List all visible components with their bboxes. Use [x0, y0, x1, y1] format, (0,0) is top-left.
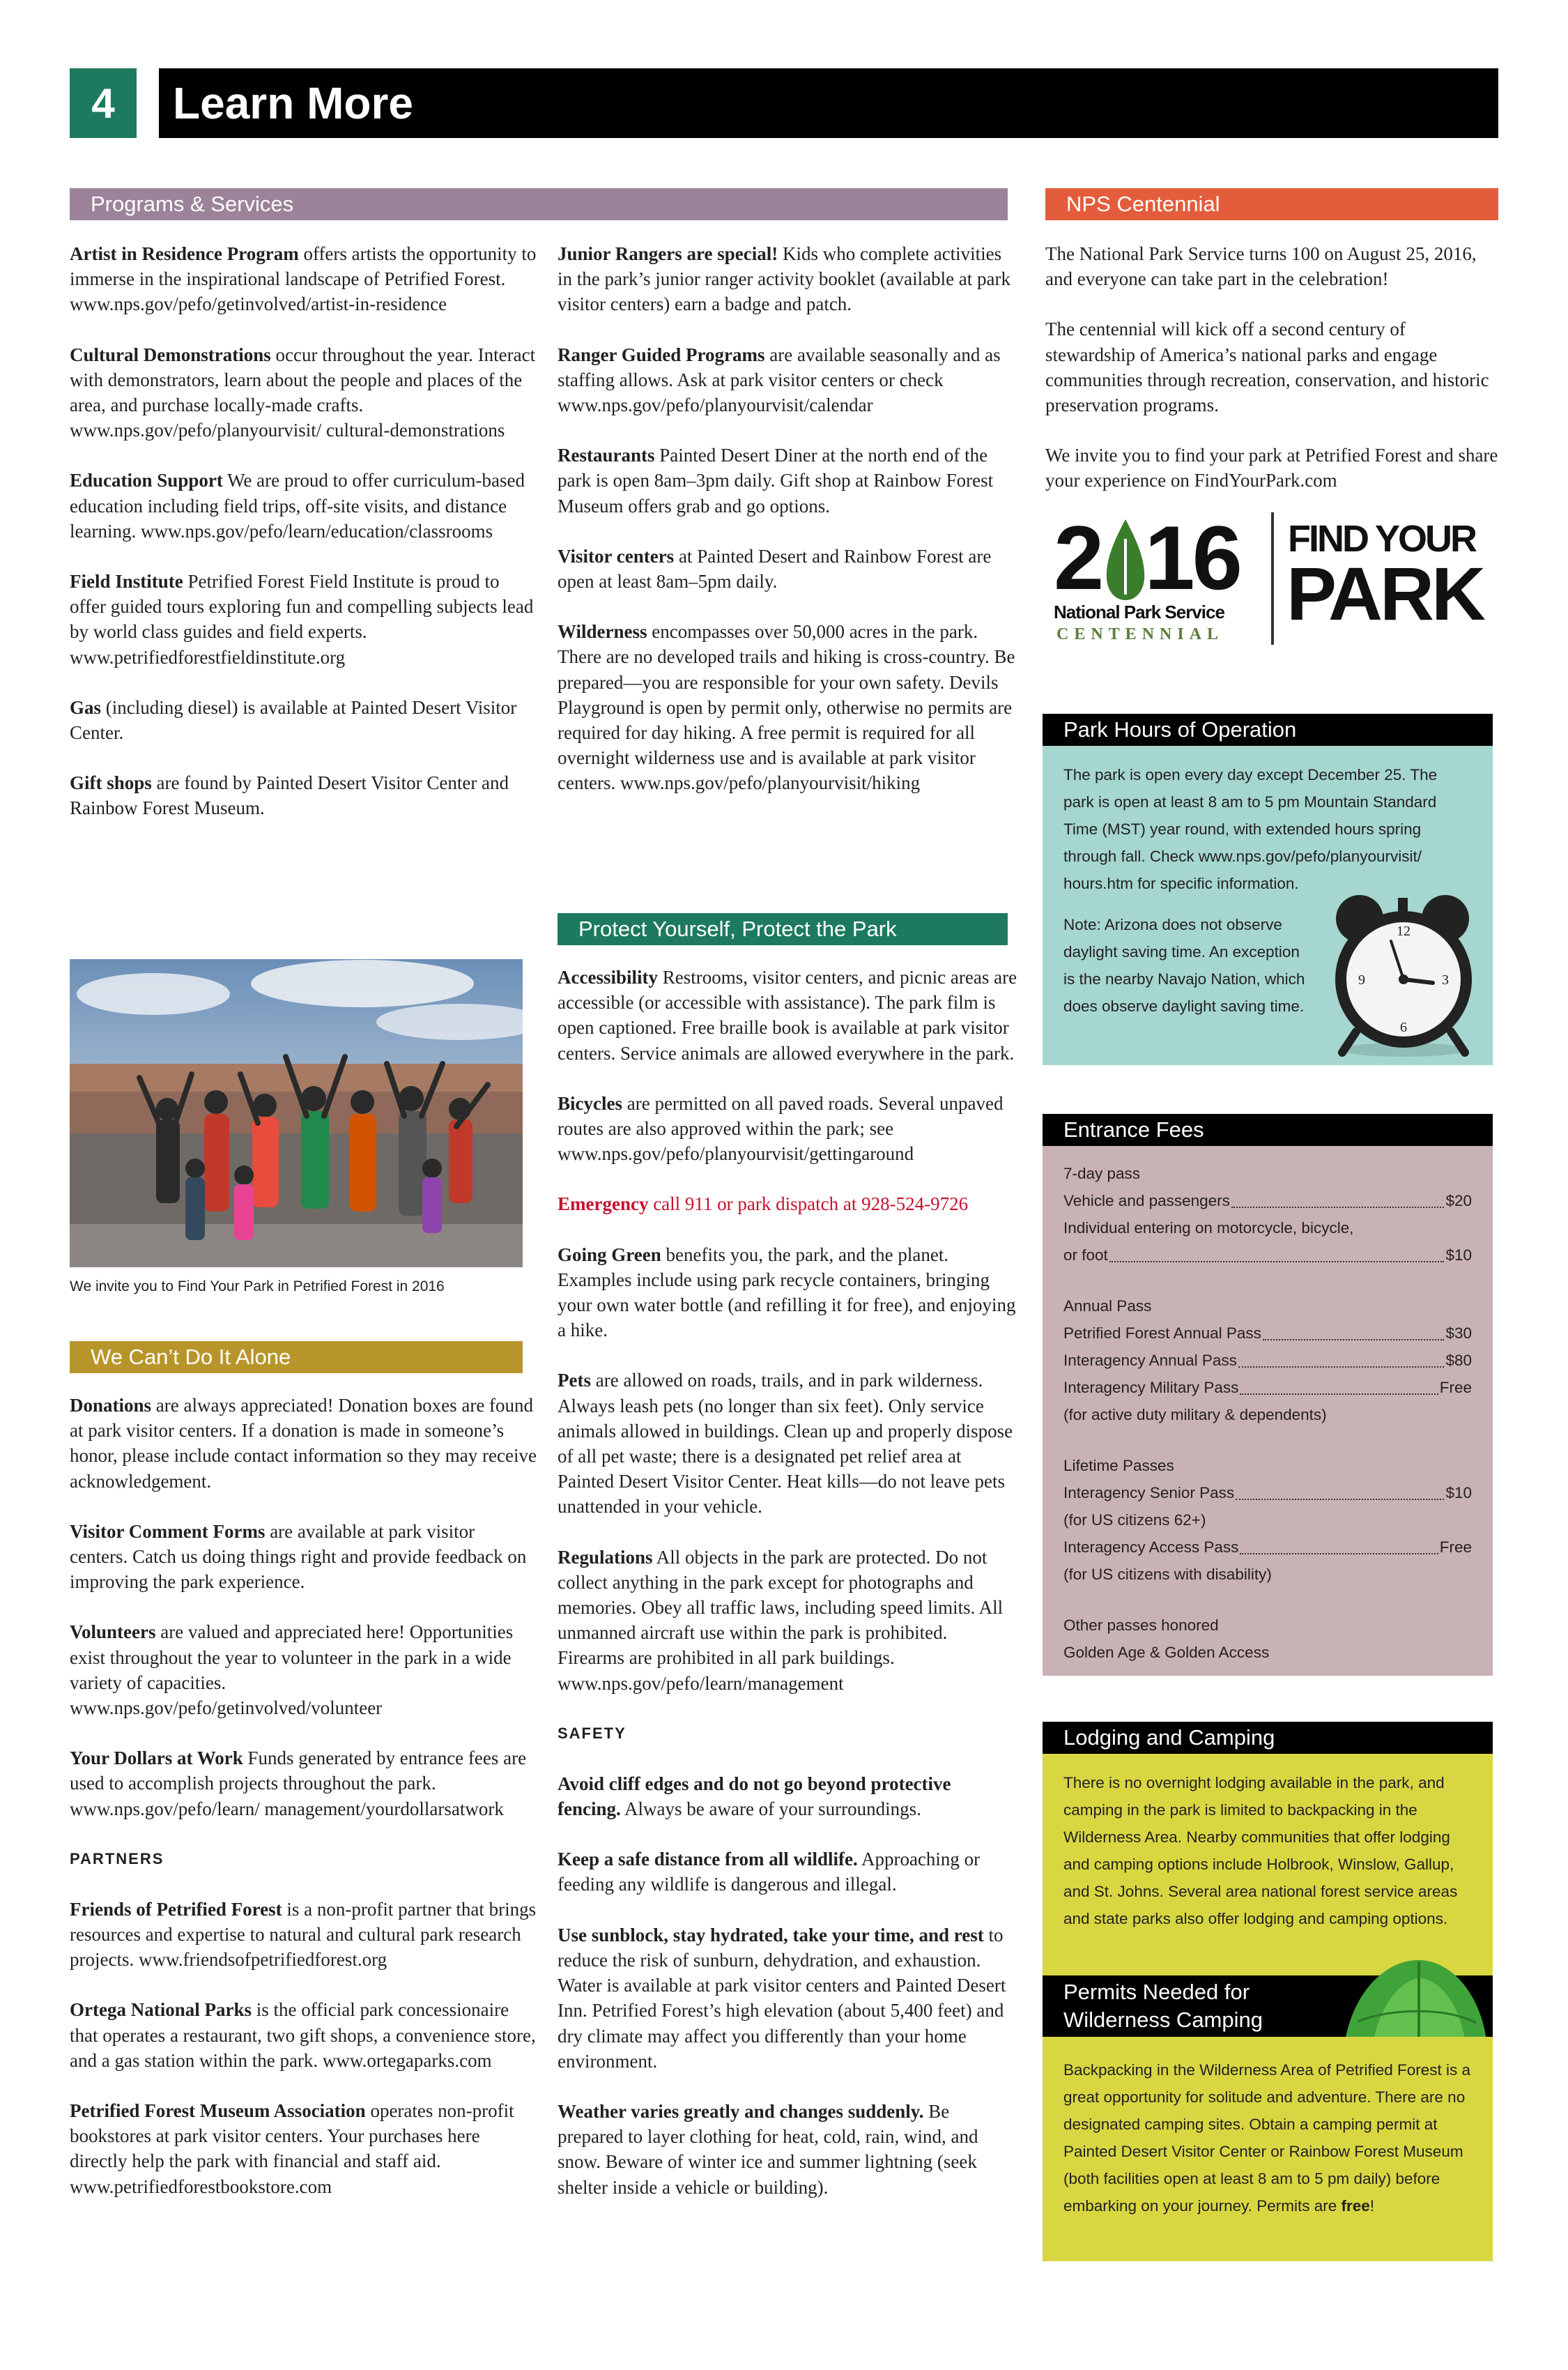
paragraph — [558, 1545, 1017, 1696]
paragraph — [70, 695, 537, 745]
fee-label: Interagency Annual Pass — [1063, 1352, 1237, 1369]
permits-heading-line-2: Wilderness Camping — [1063, 2008, 1263, 2032]
paragraph-lead: Emergency — [558, 1193, 649, 1215]
paragraph-lead: Bicycles — [558, 1092, 622, 1114]
paragraph-lead: Accessibility — [558, 967, 658, 988]
paragraph — [558, 544, 1017, 594]
paragraph-lead: Use sunblock, stay hydrated, take your time, and rest — [558, 1924, 984, 1945]
paragraph-body: are found by Painted Desert Visitor Center and Rainbow Forest Museum. — [70, 772, 509, 819]
fee-value: Free — [1439, 1379, 1472, 1396]
fee-line: Individual entering on motorcycle, bicycle, — [1063, 1219, 1354, 1237]
photo-caption: We invite you to Find Your Park in Petrified Forest in 2016 — [70, 1278, 445, 1294]
programs-column-2 — [558, 241, 1017, 821]
paragraph-lead: Your Dollars at Work — [70, 1748, 243, 1769]
logo-park: PARK — [1286, 551, 1484, 636]
paragraph-lead: Petrified Forest Museum Association — [70, 2100, 366, 2122]
centennial-paragraph: We invite you to find your park at Petrified Forest and share your experience on FindYourPark.com — [1045, 445, 1498, 491]
paragraph-body: Be prepared to layer clothing for heat, cold, rain, wind, and snow. Beware of winter ice and summer lightning (seek shelter inside a vehicle or building). — [558, 2100, 978, 2198]
fee-group — [1063, 1612, 1472, 1666]
fee-leader-dots — [1231, 1206, 1445, 1208]
paragraph — [558, 1922, 1017, 2074]
paragraph — [558, 1191, 1017, 1216]
fee-line — [1063, 1187, 1472, 1214]
lodging-box — [1043, 1754, 1493, 1977]
fee-group-title: Lifetime Passes — [1063, 1457, 1174, 1474]
paragraph-body: is the official park concessionaire that operates a restaurant, two gift shops, a convenience store, and a gas station within the park. www.ortegaparks.com — [70, 1999, 536, 2071]
svg-text:9: 9 — [1358, 972, 1365, 988]
fee-leader-dots — [1240, 1552, 1438, 1554]
fee-label: Petrified Forest Annual Pass — [1063, 1324, 1261, 1342]
paragraph — [70, 2098, 537, 2199]
paragraph-body: encompasses over 50,000 acres in the park. There are no developed trails and hiking is cross-country. Be prepared—you are responsible for your own safety. Devils Playground is open by permit only, otherwise no permits are required for day hiking. A free permit is required for all overnight wilderness use and is available at park visitor centers. www.nps.gov/pefo/planyourvisit/hiking — [558, 621, 1015, 794]
paragraph-lead: Avoid cliff edges and do not go beyond protective fencing. — [558, 1773, 951, 1820]
paragraph-body: are permitted on all paved roads. Several unpaved routes are also approved within the park; see www.nps.gov/pefo/planyourvisit/gettingaround — [558, 1092, 1004, 1165]
paragraph-lead: Volunteers — [70, 1621, 156, 1643]
lodging-text: There is no overnight lodging available in the park, and camping in the park is limited to backpacking in the Wilderness Area. Nearby communities that offer lodging and camping options include Holbrook, Winslow, Gallup, and St. Johns. Several area national forest service areas and state parks also offer lodging and camping options. — [1063, 1774, 1458, 1927]
fee-line: (for active duty military & dependents) — [1063, 1406, 1327, 1423]
paragraph — [558, 1847, 1017, 1897]
logo-find-your: FIND YOUR — [1288, 518, 1476, 560]
fee-line: Golden Age & Golden Access — [1063, 1644, 1270, 1661]
alone-column — [70, 1393, 537, 2224]
fee-label: Interagency Senior Pass — [1063, 1484, 1235, 1501]
fee-label: or foot — [1063, 1246, 1108, 1264]
hours-text: The park is open every day except December 25. The park is open at least 8 am to 5 pm Mountain Standard Time (MST) year round, with extended hours spring through fall. Check www.nps.gov/pefo/planyourvisit/ hours.htm for specific information. — [1063, 766, 1438, 892]
paragraph-body: Kids who complete activities in the park’s junior ranger activity booklet (available at park visitor centers) earn a badge and patch. — [558, 243, 1011, 315]
paragraph — [558, 443, 1017, 519]
protect-heading: Protect Yourself, Protect the Park — [558, 913, 1008, 945]
paragraph-lead: Field Institute — [70, 571, 183, 592]
paragraph-body: occur throughout the year. Interact with demonstrators, learn about the people and places of the area, and purchase locally-made crafts. www.nps.gov/pefo/planyourvisit/ cultural-demonstrations — [70, 344, 536, 441]
paragraph-body: (including diesel) is available at Painted Desert Visitor Center. — [70, 696, 517, 744]
lodging-heading: Lodging and Camping — [1043, 1722, 1493, 1754]
centennial-text — [1045, 241, 1498, 519]
alarm-clock-icon — [1321, 885, 1482, 1060]
paragraph-body: benefits you, the park, and the planet. Examples include using park recycle containers, bringing your own water bottle (and refilling it for free), and enjoying a hike. — [558, 1244, 1016, 1341]
paragraph — [558, 1368, 1017, 1519]
paragraph-lead: Regulations — [558, 1546, 653, 1568]
paragraph — [70, 1519, 537, 1595]
paragraph-body: We are proud to offer curriculum-based education including field trips, off-site visits, and distance learning. www.nps.gov/pefo/learn/education/classrooms — [70, 470, 525, 542]
paragraph — [70, 770, 537, 820]
paragraph — [70, 1393, 537, 1494]
paragraph-lead: Gift shops — [70, 772, 152, 794]
paragraph — [558, 2099, 1017, 2200]
svg-text:12: 12 — [1397, 924, 1411, 939]
paragraph — [70, 1619, 537, 1720]
fee-line: (for US citizens 62+) — [1063, 1511, 1206, 1529]
fee-group-title: Annual Pass — [1063, 1297, 1152, 1315]
nps-centennial-logo — [1054, 507, 1263, 652]
paragraph-body: Petrified Forest Field Institute is proud to offer guided tours exploring fun and compelling subjects lead by world class guides and field experts. www.petrifiedforestfieldinstitute.org — [70, 571, 534, 668]
partners-label: PARTNERS — [70, 1849, 164, 1867]
paragraph-body: to reduce the risk of sunburn, dehydration, and exhaustion. Water is available at park visitor centers and Painted Desert Inn. Petrified Forest’s high elevation (about 5,400 feet) and dry climate may affect you differently than your home environment. — [558, 1924, 1006, 2072]
hours-box — [1043, 746, 1493, 1065]
paragraph-body: at Painted Desert and Rainbow Forest are open at least 8am–5pm daily. — [558, 545, 992, 592]
permits-text: Backpacking in the Wilderness Area of Petrified Forest is a great opportunity for solitude and adventure. There are no designated camping sites. Obtain a camping permit at Painted Desert Visitor Center or Rainbow Forest Museum (both facilities open at least 8 am to 5 pm daily) before embarking on your journey. Permits are free! — [1063, 2061, 1471, 2215]
svg-text:6: 6 — [1400, 1020, 1407, 1035]
paragraph — [70, 1745, 537, 1821]
paragraph-body: All objects in the park are protected. Do not collect anything in the park except for photographs and memories. Obey all traffic laws, including speed limits. All unmanned aircraft use within the park is prohibited. Firearms are prohibited in all park buildings. www.nps.gov/pefo/learn/management — [558, 1546, 1004, 1694]
paragraph-lead: Going Green — [558, 1244, 661, 1265]
paragraph — [558, 619, 1017, 795]
paragraph-lead: Donations — [70, 1395, 152, 1416]
alone-heading: We Can’t Do It Alone — [70, 1341, 523, 1373]
paragraph — [70, 342, 537, 443]
paragraph-body: are allowed on roads, trails, and in park wilderness. Always leash pets (no longer than six feet). Only service animals allowed in buildings. Clean up and properly dispose of all pet waste; there is a designated pet relief area at Painted Desert Visitor Center. Heat kills—do not leave pets unattended in your vehicle. — [558, 1370, 1013, 1517]
fee-group — [1063, 1292, 1472, 1428]
centennial-logo — [1054, 507, 1493, 652]
paragraph-body: is a non-profit partner that brings resources and expertise to natural and cultural park research projects. www.friendsofpetrifiedforest.org — [70, 1898, 537, 1971]
permits-box — [1043, 2037, 1493, 2261]
paragraph-lead: Friends of Petrified Forest — [70, 1898, 282, 1920]
paragraph-body: are valued and appreciated here! Opportunities exist throughout the year to volunteer in the park in a wide variety of capacities. www.nps.gov/pefo/getinvolved/volunteer — [70, 1621, 514, 1719]
logo-centennial: CENTENNIAL — [1056, 625, 1224, 643]
fee-value: Free — [1439, 1538, 1472, 1556]
paragraph-body: Restrooms, visitor centers, and picnic areas are accessible (or accessible with assistance). The park film is open captioned. Free braille book is available at park visitor centers. Service animals are allowed everywhere in the park. — [558, 967, 1017, 1064]
paragraph-body: call 911 or park dispatch at 928-524-9726 — [648, 1193, 969, 1215]
paragraph-lead: Gas — [70, 696, 102, 718]
safety-label: SAFETY — [558, 1724, 627, 1742]
fees-heading: Entrance Fees — [1043, 1114, 1493, 1146]
fee-leader-dots — [1240, 1393, 1438, 1395]
paragraph-lead: Artist in Residence Program — [70, 243, 299, 264]
fee-group — [1063, 1452, 1472, 1588]
arrowhead-icon — [1104, 518, 1147, 602]
fee-line — [1063, 1479, 1472, 1506]
centennial-heading: NPS Centennial — [1045, 188, 1498, 220]
logo-nps: National Park Service — [1054, 602, 1224, 622]
paragraph — [558, 241, 1017, 317]
paragraph-body: are always appreciated! Donation boxes are found at park visitor centers. If a donation is made in someone’s honor, please include contact information so they may receive acknowledgement. — [70, 1395, 537, 1492]
fee-value: $20 — [1445, 1192, 1472, 1209]
paragraph — [558, 965, 1017, 1066]
permits-free: free — [1341, 2197, 1370, 2215]
paragraph-body: Funds generated by entrance fees are used to accomplish projects throughout the park. www.nps.gov/pefo/learn/ management/yourdollarsatwork — [70, 1748, 527, 1819]
programs-column-1 — [70, 241, 537, 846]
fee-leader-dots — [1236, 1498, 1444, 1500]
paragraph-body: are available at park visitor centers. Catch us doing things right and provide feedback on improving the park experience. — [70, 1520, 527, 1593]
paragraph — [558, 342, 1017, 418]
fee-line — [1063, 1534, 1472, 1561]
fee-leader-dots — [1109, 1260, 1445, 1262]
paragraph — [70, 468, 537, 544]
paragraph — [558, 1242, 1017, 1343]
programs-heading: Programs & Services — [70, 188, 1008, 220]
paragraph — [70, 569, 537, 670]
page-title: Learn More — [159, 68, 1498, 138]
paragraph-lead: Visitor Comment Forms — [70, 1520, 266, 1542]
hours-note: Note: Arizona does not observe daylight saving time. An exception is the nearby Navajo Nation, which does observe daylight saving time. — [1063, 916, 1305, 1015]
paragraph-body: are available seasonally and as staffing allows. Ask at park visitor centers or check www.nps.gov/pefo/planyourvisit/calendar — [558, 344, 1001, 416]
paragraph-lead: Weather varies greatly and changes suddenly. — [558, 2100, 924, 2122]
fee-leader-dots — [1263, 1338, 1445, 1340]
paragraph-lead: Ranger Guided Programs — [558, 344, 765, 365]
fee-label: Interagency Military Pass — [1063, 1379, 1239, 1396]
logo-year-left: 2 — [1054, 507, 1102, 609]
paragraph-lead: Pets — [558, 1370, 591, 1391]
group-photo — [70, 959, 523, 1267]
fee-value: $10 — [1445, 1484, 1472, 1501]
fees-box — [1043, 1146, 1493, 1676]
logo-year-right: 16 — [1144, 507, 1240, 609]
permits-heading-line-1: Permits Needed for — [1063, 1980, 1250, 2004]
fee-group — [1063, 1160, 1472, 1269]
paragraph — [70, 1897, 537, 1973]
fee-line — [1063, 1347, 1472, 1374]
paragraph-lead: Junior Rangers are special! — [558, 243, 778, 264]
group-photo-image — [70, 959, 523, 1267]
paragraph-body: Always be aware of your surroundings. — [620, 1798, 921, 1820]
fee-line — [1063, 1320, 1472, 1347]
logo-divider — [1271, 512, 1274, 645]
paragraph-lead: Cultural Demonstrations — [70, 344, 271, 365]
paragraph — [558, 1771, 1017, 1821]
fee-value: $30 — [1445, 1324, 1472, 1342]
paragraph-lead: Wilderness — [558, 621, 647, 643]
paragraph-lead: Ortega National Parks — [70, 1999, 252, 2021]
paragraph — [70, 241, 537, 317]
fee-value: $10 — [1445, 1246, 1472, 1264]
centennial-paragraph: The centennial will kick off a second century of stewardship of America’s national parks and engage communities through recreation, conservation, and historic preservation programs. — [1045, 319, 1489, 416]
paragraph-body: operates non-profit bookstores at park visitor centers. Your purchases here directly help the park with financial and staff aid. www.petrifiedforestbookstore.com — [70, 2100, 514, 2197]
fee-line — [1063, 1374, 1472, 1401]
fee-leader-dots — [1238, 1366, 1445, 1368]
paragraph-lead: Education Support — [70, 470, 223, 491]
fee-group-title: 7-day pass — [1063, 1165, 1141, 1182]
fee-line: (for US citizens with disability) — [1063, 1566, 1272, 1583]
paragraph-body: offers artists the opportunity to immerse in the inspirational landscape of Petrified Forest. www.nps.gov/pefo/getinvolved/artist-in-residence — [70, 243, 537, 315]
paragraph-body: Approaching or feeding any wildlife is dangerous and illegal. — [558, 1849, 981, 1895]
centennial-paragraph: The National Park Service turns 100 on August 25, 2016, and everyone can take part in the celebration! — [1045, 243, 1477, 290]
fee-label: Interagency Access Pass — [1063, 1538, 1239, 1556]
fee-group-title: Other passes honored — [1063, 1616, 1219, 1634]
paragraph-body: Painted Desert Diner at the north end of the park is open 8am–3pm daily. Gift shop at Rainbow Forest Museum offers grab and go options. — [558, 445, 994, 517]
protect-column — [558, 965, 1017, 2225]
paragraph-lead: Visitor centers — [558, 545, 675, 567]
fee-value: $80 — [1445, 1352, 1472, 1369]
fee-line — [1063, 1241, 1472, 1269]
fee-label: Vehicle and passengers — [1063, 1192, 1230, 1209]
paragraph — [70, 1997, 537, 2073]
paragraph-lead: Keep a safe distance from all wildlife. — [558, 1849, 858, 1870]
paragraph-lead: Restaurants — [558, 445, 655, 466]
paragraph — [558, 1091, 1017, 1167]
page-number: 4 — [70, 68, 137, 138]
hours-heading: Park Hours of Operation — [1043, 714, 1493, 746]
svg-text:3: 3 — [1442, 972, 1449, 988]
